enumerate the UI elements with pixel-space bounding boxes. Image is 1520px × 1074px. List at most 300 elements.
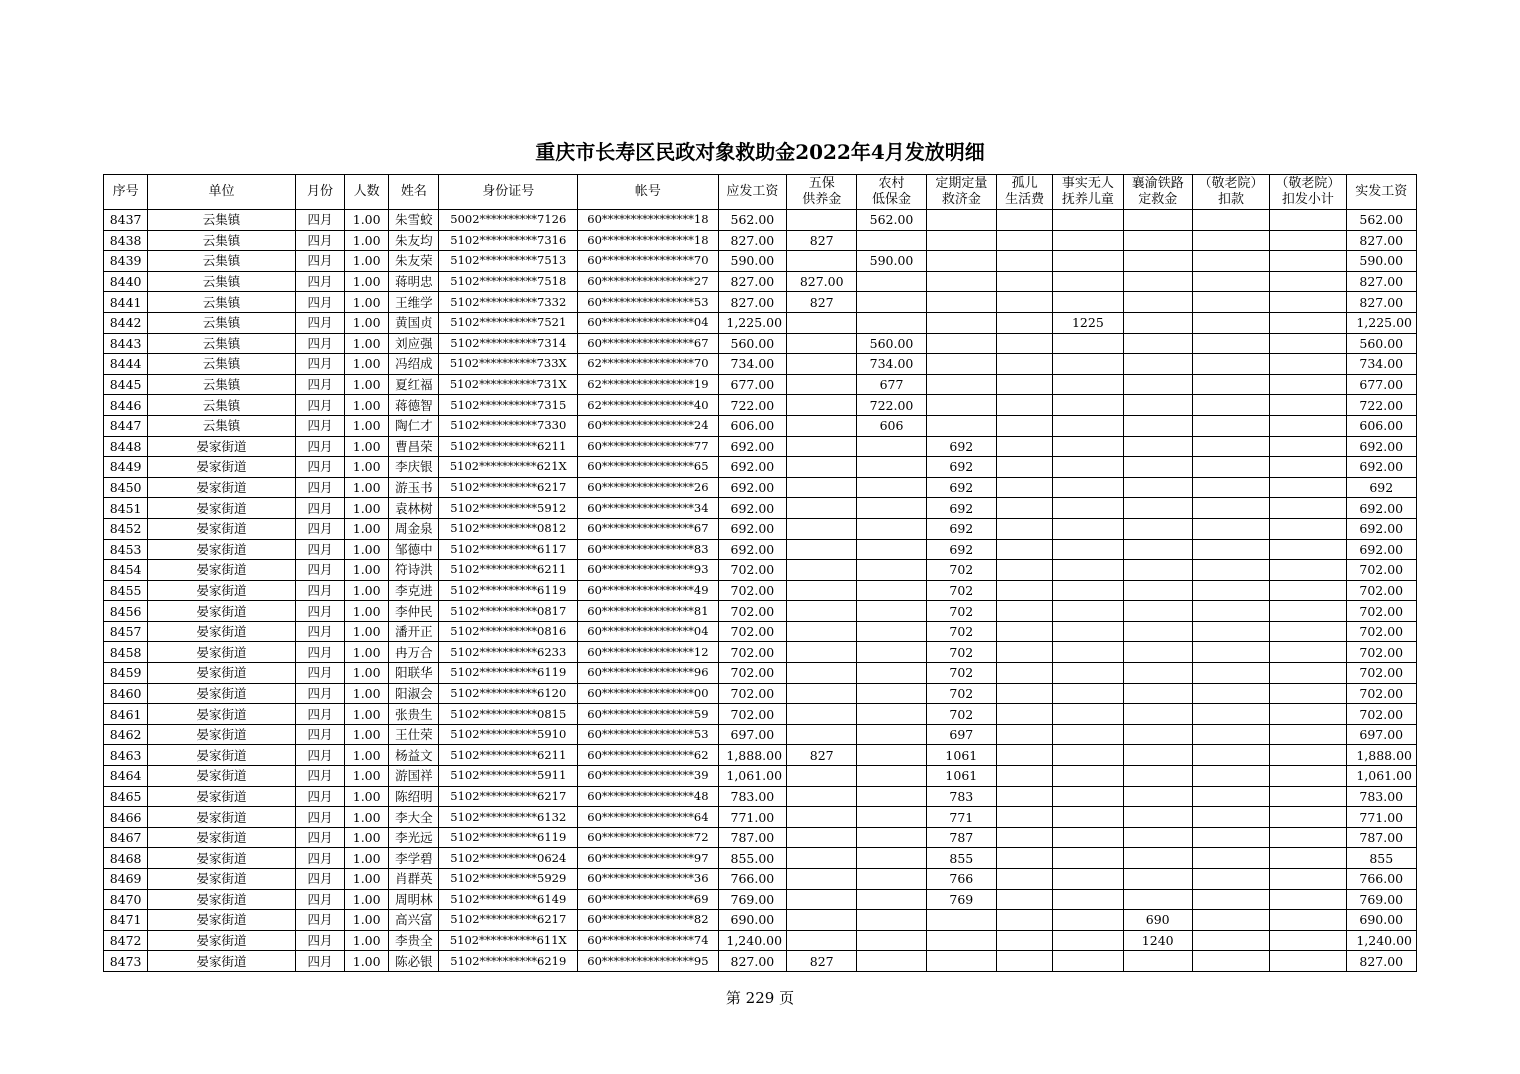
table-cell (1270, 210, 1346, 231)
table-cell: 8458 (104, 642, 148, 663)
table-body (104, 210, 1417, 972)
table-cell: 8450 (104, 477, 148, 498)
table-cell: 702.00 (1346, 560, 1416, 581)
table-cell: 560.00 (1346, 333, 1416, 354)
table-cell: 771.00 (718, 807, 786, 828)
table-cell: 692 (926, 457, 996, 478)
table-cell (787, 312, 857, 333)
table-cell: 8472 (104, 930, 148, 951)
table-cell (1270, 477, 1346, 498)
table-cell (1270, 601, 1346, 622)
table-cell: 702 (926, 560, 996, 581)
table-cell: 692 (926, 477, 996, 498)
table-cell: 60****************93 (578, 560, 719, 581)
table-cell: 562.00 (718, 210, 786, 231)
column-header (718, 175, 786, 210)
table-cell (996, 518, 1052, 539)
table-cell (1270, 621, 1346, 642)
table-cell (857, 766, 926, 787)
table-cell: 四月 (295, 930, 344, 951)
header-row (104, 175, 1417, 210)
table-cell: 8443 (104, 333, 148, 354)
table-cell: 邹德中 (389, 539, 439, 560)
table-cell (996, 951, 1052, 972)
table-cell (857, 827, 926, 848)
table-cell: 60****************18 (578, 210, 719, 231)
table-cell (787, 663, 857, 684)
table-cell: 5102**********0624 (439, 848, 578, 869)
table-cell: 692 (926, 436, 996, 457)
table-row (104, 580, 1417, 601)
table-cell (1123, 642, 1192, 663)
table-cell: 5102**********7521 (439, 312, 578, 333)
table-cell (1270, 766, 1346, 787)
table-cell: 1,888.00 (1346, 745, 1416, 766)
table-cell: 702.00 (718, 663, 786, 684)
table-row (104, 848, 1417, 869)
table-cell: 60****************26 (578, 477, 719, 498)
table-row (104, 910, 1417, 931)
table-cell: 60****************95 (578, 951, 719, 972)
table-cell (1053, 910, 1123, 931)
table-cell (1270, 292, 1346, 313)
table-cell: 771.00 (1346, 807, 1416, 828)
table-cell: 1.00 (345, 354, 389, 375)
table-cell: 1.00 (345, 930, 389, 951)
table-cell: 62****************70 (578, 354, 719, 375)
table-cell: 四月 (295, 683, 344, 704)
table-cell (1123, 539, 1192, 560)
table-cell: 60****************59 (578, 704, 719, 725)
table-cell: 1240 (1123, 930, 1192, 951)
table-cell: 702.00 (718, 704, 786, 725)
table-cell: 677.00 (718, 374, 786, 395)
table-cell: 60****************81 (578, 601, 719, 622)
table-cell (1053, 477, 1123, 498)
table-cell: 1.00 (345, 271, 389, 292)
table-cell: 60****************97 (578, 848, 719, 869)
table-cell (996, 745, 1052, 766)
table-cell: 702.00 (718, 621, 786, 642)
table-cell (857, 518, 926, 539)
table-cell: 827.00 (1346, 271, 1416, 292)
relief-payment-table (103, 174, 1417, 972)
table-cell: 5102**********621X (439, 457, 578, 478)
table-cell: 702.00 (1346, 580, 1416, 601)
table-cell: 四月 (295, 457, 344, 478)
table-row (104, 704, 1417, 725)
table-cell: 四月 (295, 642, 344, 663)
table-cell (857, 601, 926, 622)
table-cell: 60****************04 (578, 312, 719, 333)
table-cell (1270, 333, 1346, 354)
table-cell (787, 498, 857, 519)
table-cell: 8441 (104, 292, 148, 313)
table-cell: 692.00 (718, 436, 786, 457)
table-cell (857, 457, 926, 478)
table-cell: 1061 (926, 745, 996, 766)
table-cell: 692.00 (718, 477, 786, 498)
table-cell: 云集镇 (148, 271, 296, 292)
table-row (104, 889, 1417, 910)
table-cell: 四月 (295, 786, 344, 807)
table-cell: 四月 (295, 560, 344, 581)
table-cell: 晏家街道 (148, 807, 296, 828)
table-cell: 1,240.00 (718, 930, 786, 951)
table-cell (787, 333, 857, 354)
table-row (104, 601, 1417, 622)
table-cell (1123, 395, 1192, 416)
table-cell (1123, 724, 1192, 745)
table-cell (857, 786, 926, 807)
table-cell (996, 580, 1052, 601)
table-cell: 8452 (104, 518, 148, 539)
table-cell (1270, 889, 1346, 910)
table-cell: 702 (926, 683, 996, 704)
table-cell: 8438 (104, 230, 148, 251)
table-cell: 8465 (104, 786, 148, 807)
table-cell: 晏家街道 (148, 745, 296, 766)
table-row (104, 766, 1417, 787)
table-cell (787, 869, 857, 890)
table-cell (1192, 251, 1269, 272)
table-cell (1270, 457, 1346, 478)
table-cell (1123, 745, 1192, 766)
table-cell (1123, 704, 1192, 725)
table-cell (1192, 663, 1269, 684)
table-cell: 766.00 (1346, 869, 1416, 890)
table-cell: 60****************24 (578, 415, 719, 436)
table-cell (1270, 436, 1346, 457)
table-row (104, 930, 1417, 951)
table-cell: 晏家街道 (148, 477, 296, 498)
table-cell: 702.00 (718, 642, 786, 663)
table-cell (996, 251, 1052, 272)
table-row (104, 210, 1417, 231)
column-header-line: 农村 (878, 176, 905, 191)
table-cell (857, 704, 926, 725)
table-cell (996, 663, 1052, 684)
column-header (295, 175, 344, 210)
table-cell: 阳淑会 (389, 683, 439, 704)
table-row (104, 724, 1417, 745)
table-cell: 1.00 (345, 848, 389, 869)
table-cell: 云集镇 (148, 251, 296, 272)
table-cell: 562.00 (1346, 210, 1416, 231)
table-cell: 5102**********6119 (439, 663, 578, 684)
table-cell (1192, 580, 1269, 601)
table-cell: 1.00 (345, 560, 389, 581)
table-cell: 590.00 (1346, 251, 1416, 272)
table-cell: 8463 (104, 745, 148, 766)
table-cell (1053, 333, 1123, 354)
table-cell (787, 374, 857, 395)
table-cell (857, 498, 926, 519)
table-cell (926, 910, 996, 931)
table-cell: 蒋明忠 (389, 271, 439, 292)
table-cell: 60****************39 (578, 766, 719, 787)
column-header (439, 175, 578, 210)
table-cell (1192, 621, 1269, 642)
table-cell: 62****************40 (578, 395, 719, 416)
table-cell: 734.00 (718, 354, 786, 375)
table-cell (857, 848, 926, 869)
table-cell (996, 395, 1052, 416)
table-cell: 60****************27 (578, 271, 719, 292)
table-cell: 四月 (295, 807, 344, 828)
table-cell: 690.00 (1346, 910, 1416, 931)
table-row (104, 415, 1417, 436)
table-cell: 1.00 (345, 374, 389, 395)
table-cell: 晏家街道 (148, 580, 296, 601)
table-cell: 60****************70 (578, 251, 719, 272)
table-cell: 1.00 (345, 312, 389, 333)
table-cell (1053, 869, 1123, 890)
table-cell: 702 (926, 621, 996, 642)
table-cell: 827 (787, 230, 857, 251)
column-header-line: 供养金 (802, 192, 842, 207)
table-cell: 四月 (295, 621, 344, 642)
table-cell (787, 251, 857, 272)
table-cell (787, 518, 857, 539)
table-row (104, 745, 1417, 766)
column-header-line: 应发工资 (726, 184, 779, 199)
table-row (104, 663, 1417, 684)
table-cell (1053, 374, 1123, 395)
table-cell: 晏家街道 (148, 786, 296, 807)
table-cell (1270, 230, 1346, 251)
table-cell: 827.00 (718, 230, 786, 251)
table-cell: 60****************64 (578, 807, 719, 828)
table-cell: 1.00 (345, 477, 389, 498)
table-cell: 787.00 (718, 827, 786, 848)
table-cell: 晏家街道 (148, 704, 296, 725)
table-cell: 769.00 (1346, 889, 1416, 910)
table-cell (1053, 395, 1123, 416)
table-row (104, 333, 1417, 354)
table-cell: 8451 (104, 498, 148, 519)
table-cell: 8462 (104, 724, 148, 745)
table-cell (857, 910, 926, 931)
table-cell (1192, 786, 1269, 807)
table-cell (996, 621, 1052, 642)
table-cell: 晏家街道 (148, 683, 296, 704)
table-cell (1053, 415, 1123, 436)
table-cell: 晏家街道 (148, 910, 296, 931)
column-header-line: 定期定量 (935, 176, 988, 191)
table-cell: 8449 (104, 457, 148, 478)
table-cell: 四月 (295, 374, 344, 395)
table-cell (1123, 271, 1192, 292)
table-cell (1192, 910, 1269, 931)
table-cell (787, 415, 857, 436)
table-cell (996, 210, 1052, 231)
table-cell: 8468 (104, 848, 148, 869)
table-cell (996, 910, 1052, 931)
table-cell: 8470 (104, 889, 148, 910)
table-cell (926, 415, 996, 436)
table-cell (787, 766, 857, 787)
table-cell: 5102**********5912 (439, 498, 578, 519)
table-cell: 周金泉 (389, 518, 439, 539)
table-cell: 晏家街道 (148, 951, 296, 972)
table-cell: 四月 (295, 498, 344, 519)
table-cell: 5102**********6119 (439, 580, 578, 601)
table-row (104, 518, 1417, 539)
page-title: 重庆市长寿区民政对象救助金2022年4月发放明细 (535, 140, 985, 164)
table-cell (1123, 457, 1192, 478)
table-cell (787, 848, 857, 869)
table-cell (1123, 436, 1192, 457)
table-cell (1123, 518, 1192, 539)
table-cell (787, 395, 857, 416)
table-cell: 702.00 (718, 580, 786, 601)
table-cell: 8445 (104, 374, 148, 395)
table-cell: 1.00 (345, 889, 389, 910)
table-cell (787, 354, 857, 375)
table-cell (1270, 910, 1346, 931)
table-cell: 云集镇 (148, 415, 296, 436)
table-cell: 5102**********6217 (439, 786, 578, 807)
table-row (104, 457, 1417, 478)
table-cell: 60****************36 (578, 869, 719, 890)
table-cell (1053, 683, 1123, 704)
table-cell (787, 786, 857, 807)
table-cell: 冉万合 (389, 642, 439, 663)
table-cell: 晏家街道 (148, 848, 296, 869)
table-row (104, 498, 1417, 519)
table-cell: 晏家街道 (148, 930, 296, 951)
table-cell: 1.00 (345, 724, 389, 745)
table-cell: 曹昌荣 (389, 436, 439, 457)
table-cell: 60****************67 (578, 333, 719, 354)
table-cell: 827.00 (1346, 230, 1416, 251)
table-cell (787, 621, 857, 642)
table-cell: 5102**********7316 (439, 230, 578, 251)
table-cell (1270, 560, 1346, 581)
table-cell (857, 889, 926, 910)
table-cell: 四月 (295, 601, 344, 622)
table-cell: 周明林 (389, 889, 439, 910)
table-cell (1270, 869, 1346, 890)
table-cell: 702.00 (1346, 621, 1416, 642)
table-cell: 8459 (104, 663, 148, 684)
table-cell (857, 621, 926, 642)
table-cell (787, 827, 857, 848)
table-cell: 1,061.00 (718, 766, 786, 787)
table-cell: 60****************49 (578, 580, 719, 601)
column-header-line: 实发工资 (1355, 184, 1408, 199)
table-cell (787, 539, 857, 560)
table-cell: 晏家街道 (148, 724, 296, 745)
table-cell: 702.00 (718, 601, 786, 622)
table-cell (787, 704, 857, 725)
table-cell (1123, 889, 1192, 910)
table-cell (1053, 436, 1123, 457)
table-cell: 四月 (295, 436, 344, 457)
table-cell: 8471 (104, 910, 148, 931)
table-cell: 云集镇 (148, 292, 296, 313)
table-cell (1053, 621, 1123, 642)
table-cell: 5102**********7332 (439, 292, 578, 313)
table-cell: 晏家街道 (148, 436, 296, 457)
table-cell: 1.00 (345, 766, 389, 787)
table-cell (996, 230, 1052, 251)
table-cell: 李庆银 (389, 457, 439, 478)
table-cell: 5102**********0816 (439, 621, 578, 642)
table-cell: 5102**********611X (439, 930, 578, 951)
column-header (345, 175, 389, 210)
table-cell: 晏家街道 (148, 827, 296, 848)
table-cell: 8454 (104, 560, 148, 581)
table-cell: 晏家街道 (148, 539, 296, 560)
table-cell (1123, 580, 1192, 601)
table-cell: 702.00 (1346, 683, 1416, 704)
table-cell (1053, 354, 1123, 375)
table-row (104, 354, 1417, 375)
table-cell (996, 683, 1052, 704)
table-cell (1053, 724, 1123, 745)
table-cell: 5102**********0812 (439, 518, 578, 539)
table-cell: 1,240.00 (1346, 930, 1416, 951)
column-header-line: 单位 (208, 184, 235, 199)
table-cell: 晏家街道 (148, 621, 296, 642)
table-cell: 陶仁才 (389, 415, 439, 436)
table-cell (1192, 354, 1269, 375)
table-cell: 5102**********6217 (439, 477, 578, 498)
table-cell: 1,225.00 (1346, 312, 1416, 333)
table-cell: 四月 (295, 869, 344, 890)
table-cell (996, 766, 1052, 787)
table-cell: 8461 (104, 704, 148, 725)
table-cell: 1225 (1053, 312, 1123, 333)
table-cell: 晏家街道 (148, 560, 296, 581)
table-cell (1123, 601, 1192, 622)
column-header (926, 175, 996, 210)
table-row (104, 477, 1417, 498)
table-cell (1270, 354, 1346, 375)
table-cell (996, 704, 1052, 725)
table-cell: 云集镇 (148, 230, 296, 251)
table-cell: 晏家街道 (148, 642, 296, 663)
table-cell (1053, 766, 1123, 787)
table-cell (1270, 663, 1346, 684)
table-cell: 722.00 (718, 395, 786, 416)
table-cell: 783.00 (1346, 786, 1416, 807)
table-cell: 8460 (104, 683, 148, 704)
table-cell: 李仲民 (389, 601, 439, 622)
column-header-line: 孤儿 (1011, 176, 1038, 191)
table-cell: 702.00 (1346, 601, 1416, 622)
table-cell (1192, 292, 1269, 313)
table-cell (787, 930, 857, 951)
table-cell: 8440 (104, 271, 148, 292)
table-cell (1053, 951, 1123, 972)
table-cell (1270, 415, 1346, 436)
table-cell: 四月 (295, 251, 344, 272)
table-cell (1053, 889, 1123, 910)
table-cell: 四月 (295, 415, 344, 436)
table-cell (857, 869, 926, 890)
table-cell (1053, 580, 1123, 601)
table-cell (1053, 210, 1123, 231)
table-cell: 5102**********7518 (439, 271, 578, 292)
table-cell: 冯绍成 (389, 354, 439, 375)
table-cell (926, 354, 996, 375)
table-cell: 702 (926, 663, 996, 684)
table-cell (996, 848, 1052, 869)
table-cell (926, 395, 996, 416)
